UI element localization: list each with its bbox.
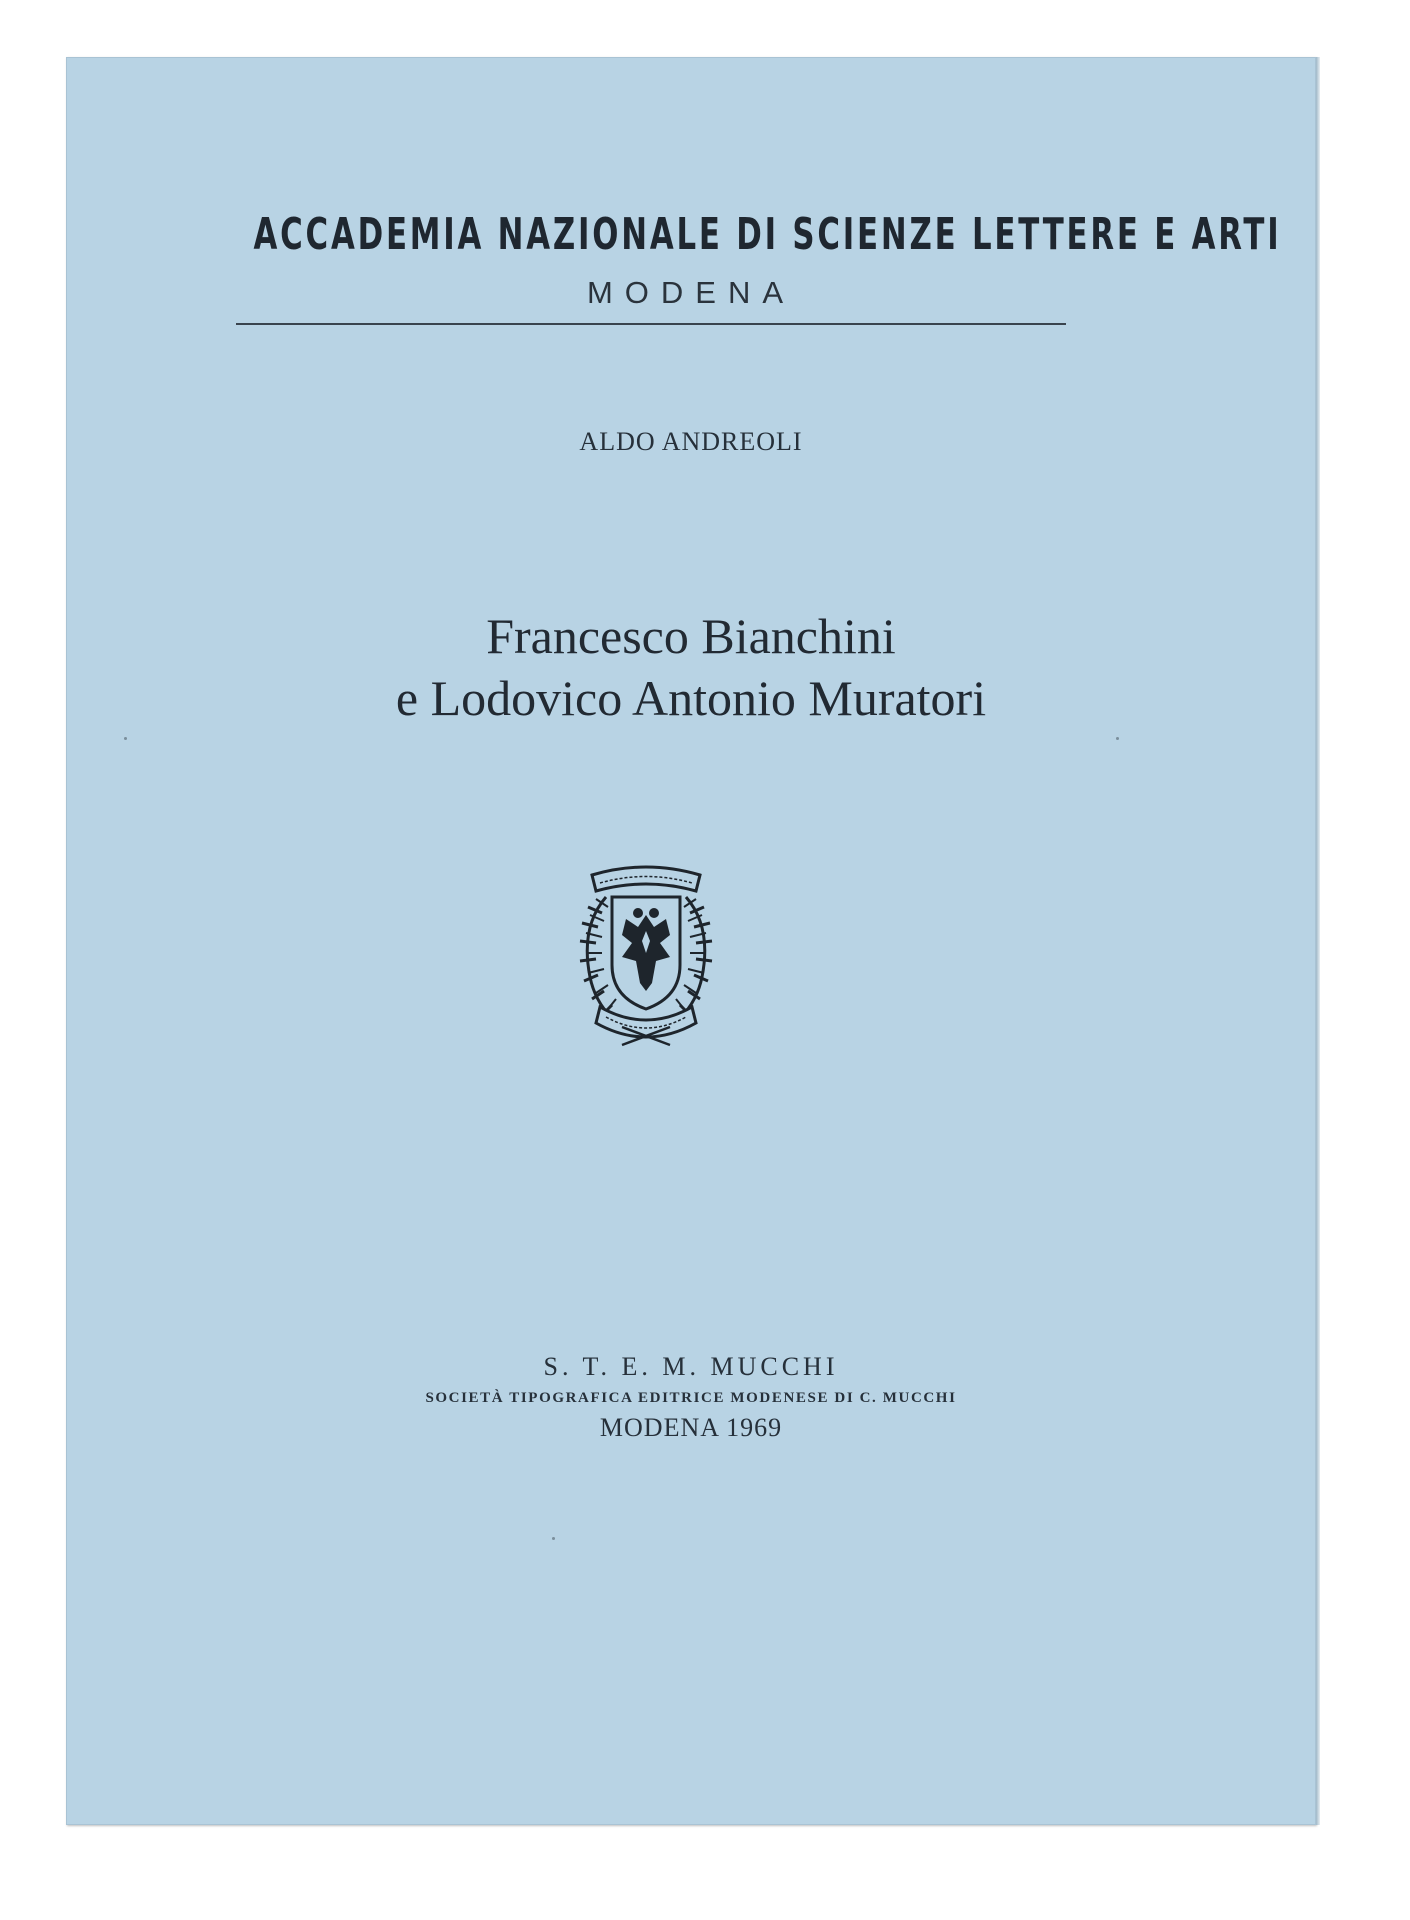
book-title [66,605,1316,729]
eagle-crest-icon [566,857,726,1057]
author-name: ALDO ANDREOLI [579,427,803,456]
paper-speck [552,1537,555,1540]
publisher-place-year: MODENA 1969 [599,1413,783,1442]
academy-name: ACCADEMIA NAZIONALE DI SCIENZE LETTERE E ARTI [253,209,1282,260]
paper-speck [124,737,127,740]
paper-speck [1116,737,1119,740]
publisher-name: S. T. E. M. MUCCHI [543,1352,839,1381]
book-cover [66,57,1316,1825]
header-rule [236,323,1066,325]
publisher-block [66,1350,1316,1446]
cover-edge [1316,57,1320,1825]
publisher-full-name: SOCIETÀ TIPOGRAFICA EDITRICE MODENESE DI C. MUCCHI [425,1390,957,1406]
title-line-2: e Lodovico Antonio Muratori [395,670,987,726]
academy-city: MODENA [586,275,796,310]
title-line-1: Francesco Bianchini [486,608,896,664]
